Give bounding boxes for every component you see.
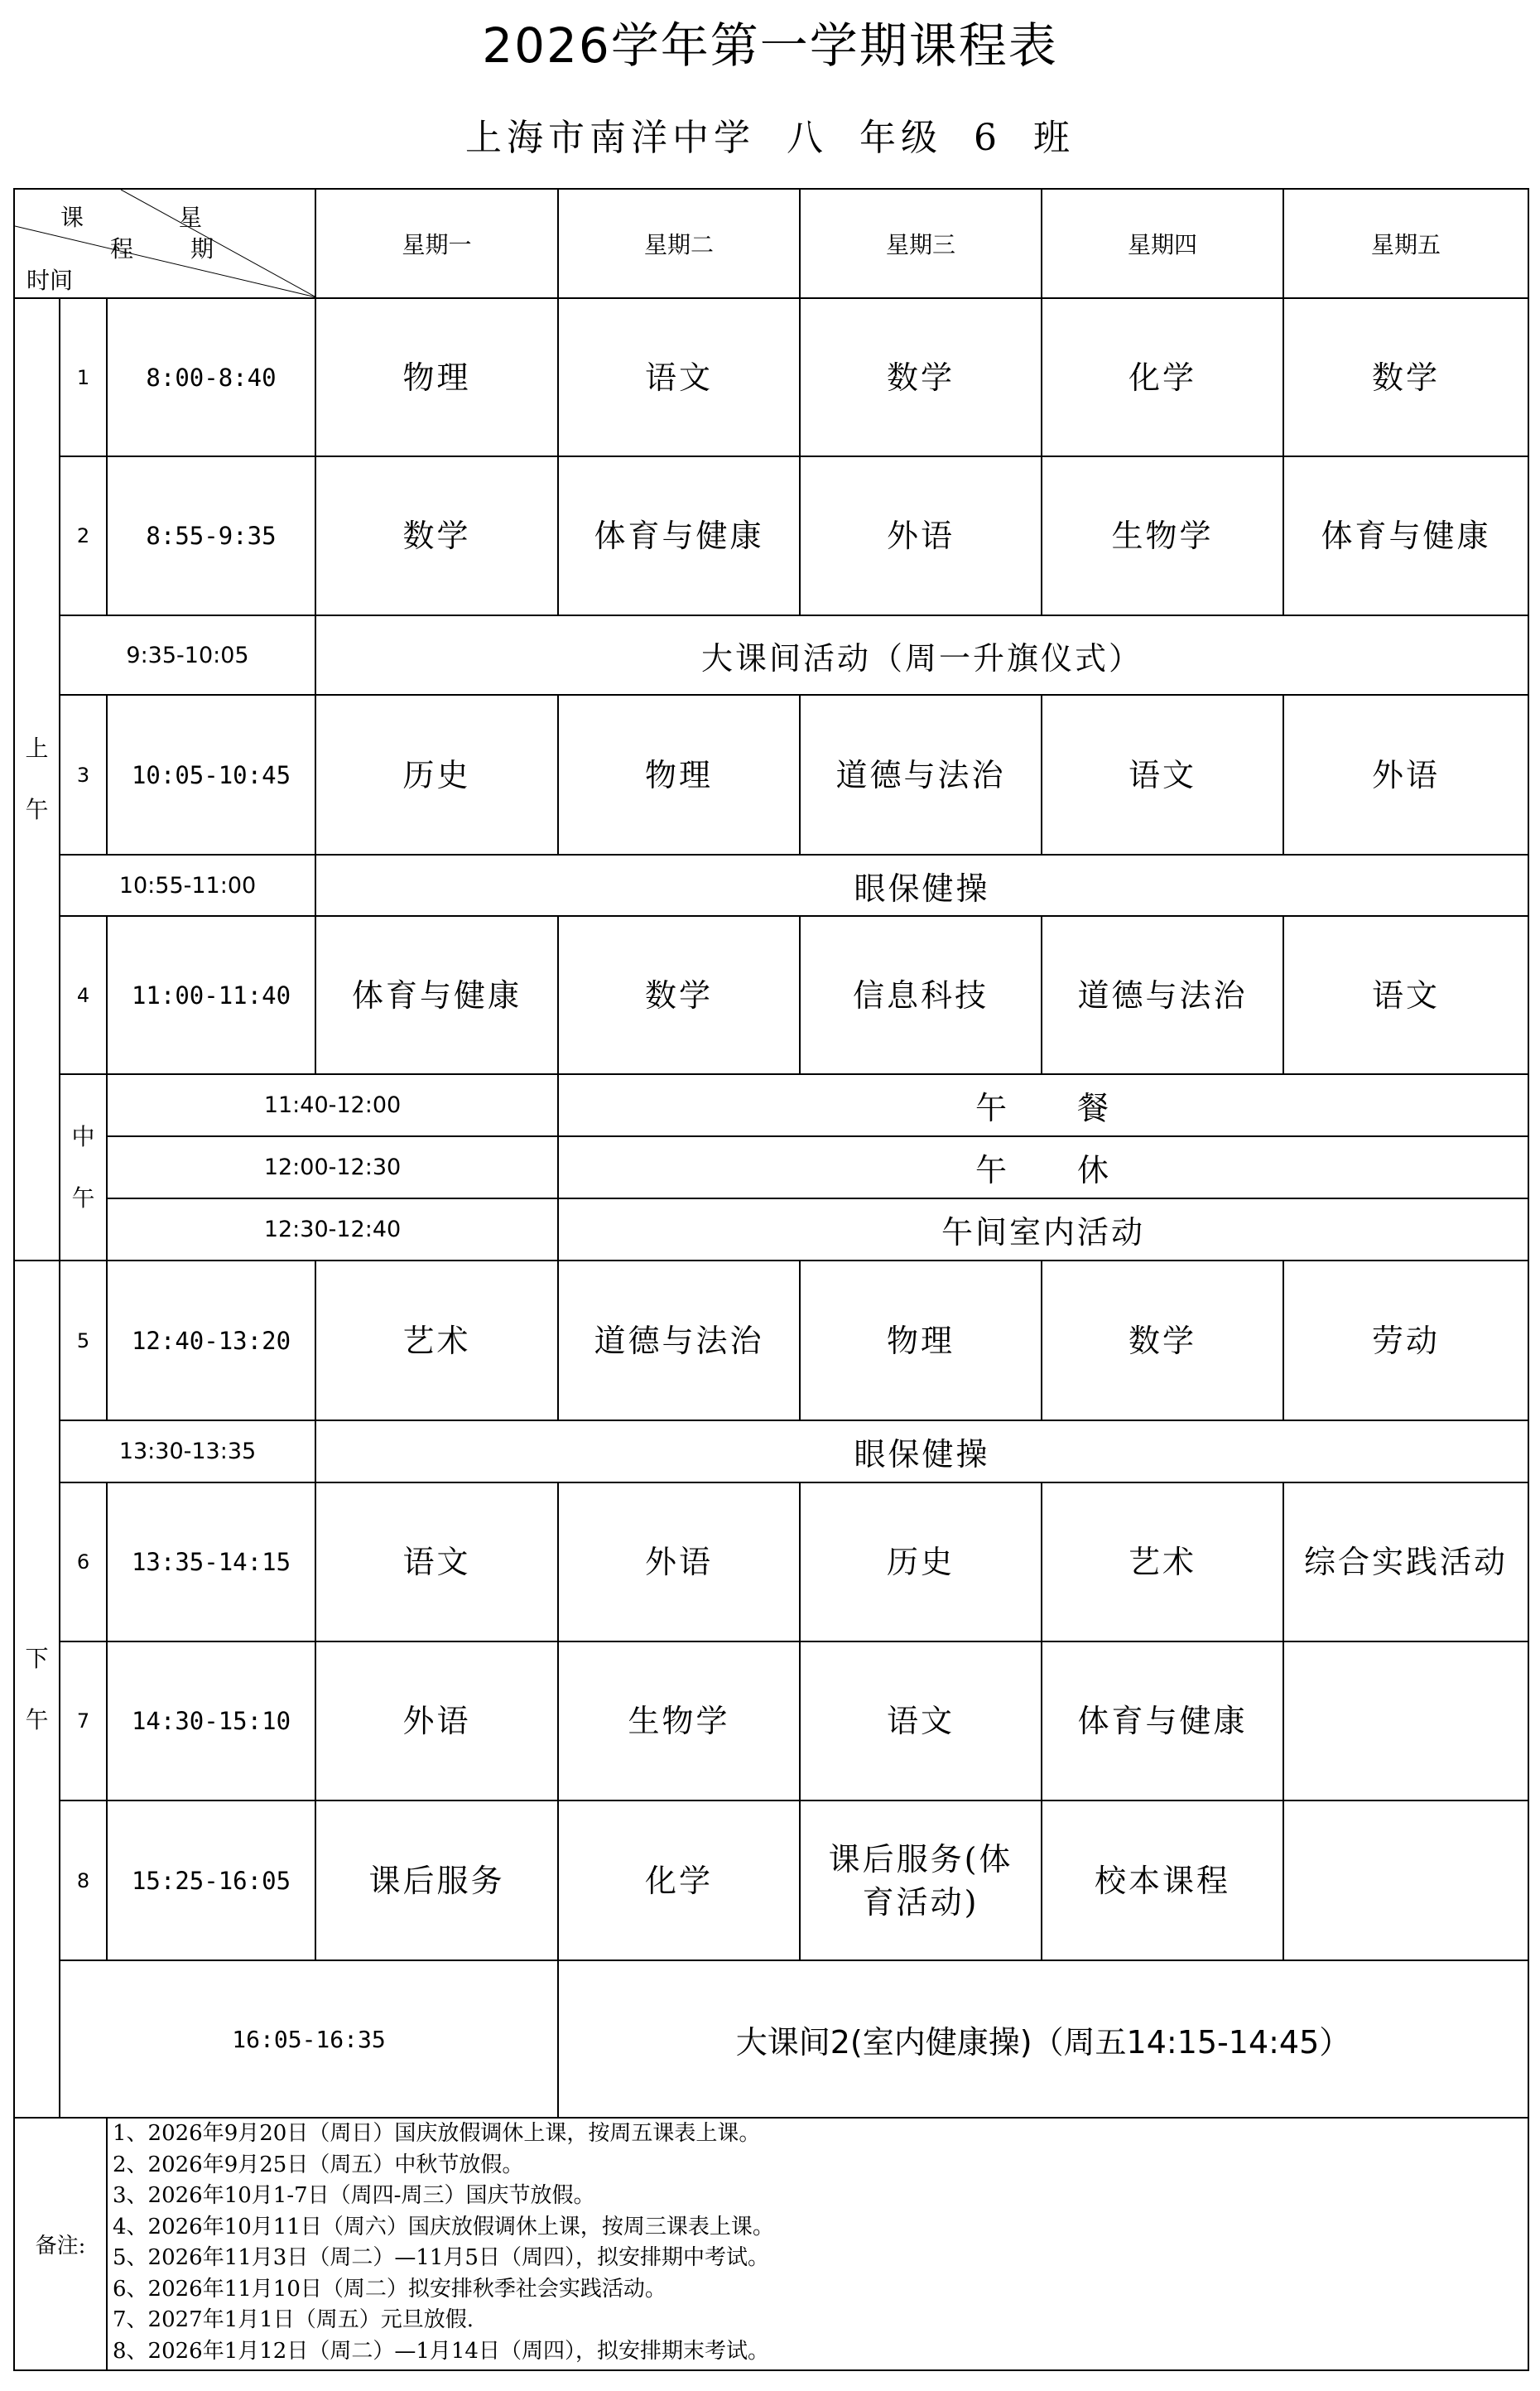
break-time: 9:35-10:05 xyxy=(60,615,315,695)
period-number: 7 xyxy=(60,1641,107,1800)
school-name: 上海市南洋中学 xyxy=(465,117,755,159)
schedule-table xyxy=(13,188,1529,2371)
section-noon: 中 午 xyxy=(60,1074,107,1261)
day-header-thu: 星期四 xyxy=(1042,189,1283,298)
subject-cell: 体育与健康 xyxy=(558,456,800,615)
note-item: 6、2026年11月10日（周二）拟安排秋季社会实践活动。 xyxy=(113,2276,667,2302)
subject-cell: 语文 xyxy=(315,1482,558,1641)
corner-label-cheng: 程 xyxy=(110,235,134,263)
period-time: 11:00-11:40 xyxy=(107,916,315,1074)
subject-cell: 道德与法治 xyxy=(558,1261,800,1420)
note-item: 5、2026年11月3日（周二）—11月5日（周四），拟安排期中考试。 xyxy=(113,2245,769,2270)
subject-cell xyxy=(1283,1641,1528,1800)
notes-label: 备注: xyxy=(14,2118,107,2370)
break-row-indoor-activity xyxy=(14,1198,1528,1261)
period-time: 8:00-8:40 xyxy=(107,298,315,456)
period-row-5 xyxy=(14,1261,1528,1420)
period-row-7 xyxy=(14,1641,1528,1800)
day-header-fri: 星期五 xyxy=(1283,189,1528,298)
note-item: 1、2026年9月20日（周日）国庆放假调休上课，按周五课表上课。 xyxy=(113,2121,761,2146)
period-time: 14:30-15:10 xyxy=(107,1641,315,1800)
subject-cell: 语文 xyxy=(1042,695,1283,855)
corner-label-xing: 星 xyxy=(179,204,203,231)
period-number: 5 xyxy=(60,1261,107,1420)
break-label: 午 休 xyxy=(558,1136,1528,1198)
subject-cell: 数学 xyxy=(1042,1261,1283,1420)
break-label: 午 餐 xyxy=(558,1074,1528,1136)
period-number: 8 xyxy=(60,1800,107,1960)
break-row-big-break xyxy=(14,615,1528,695)
subject-cell: 艺术 xyxy=(1042,1482,1283,1641)
break-time: 13:30-13:35 xyxy=(60,1420,315,1482)
subject-cell: 数学 xyxy=(800,298,1042,456)
break-label: 大课间活动（周一升旗仪式） xyxy=(315,615,1528,695)
period-number: 1 xyxy=(60,298,107,456)
subject-cell: 外语 xyxy=(315,1641,558,1800)
break-row-eye-exercise-pm xyxy=(14,1420,1528,1482)
break-label: 午间室内活动 xyxy=(558,1198,1528,1261)
subject-cell: 化学 xyxy=(1042,298,1283,456)
subject-cell: 课后服务 xyxy=(315,1800,558,1960)
break-row-eye-exercise-am xyxy=(14,855,1528,916)
subject-cell: 历史 xyxy=(800,1482,1042,1641)
break-row-rest xyxy=(14,1136,1528,1198)
break-time: 11:40-12:00 xyxy=(107,1074,558,1136)
class-number: 6 xyxy=(974,117,1002,159)
section-morning: 上 午 xyxy=(14,298,60,1261)
break-label: 眼保健操 xyxy=(315,1420,1528,1482)
break-row-lunch xyxy=(14,1074,1528,1136)
subject-cell: 语文 xyxy=(558,298,800,456)
break-row-big-break-2 xyxy=(14,1960,1528,2118)
break-time: 12:30-12:40 xyxy=(107,1198,558,1261)
period-number: 4 xyxy=(60,916,107,1074)
subject-cell: 化学 xyxy=(558,1800,800,1960)
class-subtitle xyxy=(0,108,1540,161)
break-time: 12:00-12:30 xyxy=(107,1136,558,1198)
corner-label-ke: 课 xyxy=(60,204,84,231)
subject-cell: 生物学 xyxy=(1042,456,1283,615)
period-row-6 xyxy=(14,1482,1528,1641)
break-time: 10:55-11:00 xyxy=(60,855,315,916)
note-item: 7、2027年1月1日（周五）元旦放假. xyxy=(113,2307,474,2332)
header-row xyxy=(14,189,1528,298)
break-label: 大课间2(室内健康操)（周五14:15-14:45） xyxy=(558,1960,1528,2118)
section-afternoon: 下 午 xyxy=(14,1261,60,2118)
note-item: 4、2026年10月11日（周六）国庆放假调休上课，按周三课表上课。 xyxy=(113,2214,774,2239)
period-row-4 xyxy=(14,916,1528,1074)
subject-cell: 体育与健康 xyxy=(315,916,558,1074)
period-row-1 xyxy=(14,298,1528,456)
corner-header xyxy=(14,189,315,298)
subject-cell: 外语 xyxy=(1283,695,1528,855)
note-item: 8、2026年1月12日（周二）—1月14日（周四），拟安排期末考试。 xyxy=(113,2338,769,2364)
subject-cell: 数学 xyxy=(315,456,558,615)
note-item: 2、2026年9月25日（周五）中秋节放假。 xyxy=(113,2152,524,2177)
day-header-tue: 星期二 xyxy=(558,189,800,298)
period-time: 8:55-9:35 xyxy=(107,456,315,615)
page-title: 2026学年第一学期课程表 xyxy=(482,17,1058,74)
period-number: 3 xyxy=(60,695,107,855)
notes-row xyxy=(14,2118,1528,2370)
subject-cell: 道德与法治 xyxy=(800,695,1042,855)
subject-cell: 体育与健康 xyxy=(1042,1641,1283,1800)
period-number: 2 xyxy=(60,456,107,615)
period-row-3 xyxy=(14,695,1528,855)
period-time: 12:40-13:20 xyxy=(107,1261,315,1420)
subject-cell: 综合实践活动 xyxy=(1283,1482,1528,1641)
subject-cell: 物理 xyxy=(315,298,558,456)
subject-cell: 艺术 xyxy=(315,1261,558,1420)
subject-cell: 外语 xyxy=(558,1482,800,1641)
class-label: 班 xyxy=(1033,117,1075,159)
period-row-2 xyxy=(14,456,1528,615)
note-item: 3、2026年10月1-7日（周四-周三）国庆节放假。 xyxy=(113,2183,595,2208)
break-label: 眼保健操 xyxy=(315,855,1528,916)
subject-cell: 外语 xyxy=(800,456,1042,615)
subject-cell: 物理 xyxy=(800,1261,1042,1420)
subject-cell: 数学 xyxy=(558,916,800,1074)
subject-cell: 语文 xyxy=(800,1641,1042,1800)
day-header-mon: 星期一 xyxy=(315,189,558,298)
subject-cell xyxy=(1283,1800,1528,1960)
subject-cell: 校本课程 xyxy=(1042,1800,1283,1960)
notes-list xyxy=(107,2118,1528,2370)
grade-number: 八 xyxy=(787,117,828,159)
subject-cell: 课后服务(体育活动) xyxy=(800,1800,1042,1960)
subject-cell: 语文 xyxy=(1283,916,1528,1074)
subject-cell: 道德与法治 xyxy=(1042,916,1283,1074)
corner-label-qi: 期 xyxy=(190,235,214,263)
subject-cell: 数学 xyxy=(1283,298,1528,456)
subject-cell: 信息科技 xyxy=(800,916,1042,1074)
period-number: 6 xyxy=(60,1482,107,1641)
grade-label: 年级 xyxy=(859,117,942,159)
break-time: 16:05-16:35 xyxy=(60,1960,558,2118)
subject-cell: 物理 xyxy=(558,695,800,855)
subject-cell: 生物学 xyxy=(558,1641,800,1800)
period-row-8 xyxy=(14,1800,1528,1960)
day-header-wed: 星期三 xyxy=(800,189,1042,298)
corner-label-time: 时间 xyxy=(26,267,74,294)
period-time: 15:25-16:05 xyxy=(107,1800,315,1960)
subject-cell: 历史 xyxy=(315,695,558,855)
period-time: 10:05-10:45 xyxy=(107,695,315,855)
period-time: 13:35-14:15 xyxy=(107,1482,315,1641)
subject-cell: 体育与健康 xyxy=(1283,456,1528,615)
subject-cell: 劳动 xyxy=(1283,1261,1528,1420)
